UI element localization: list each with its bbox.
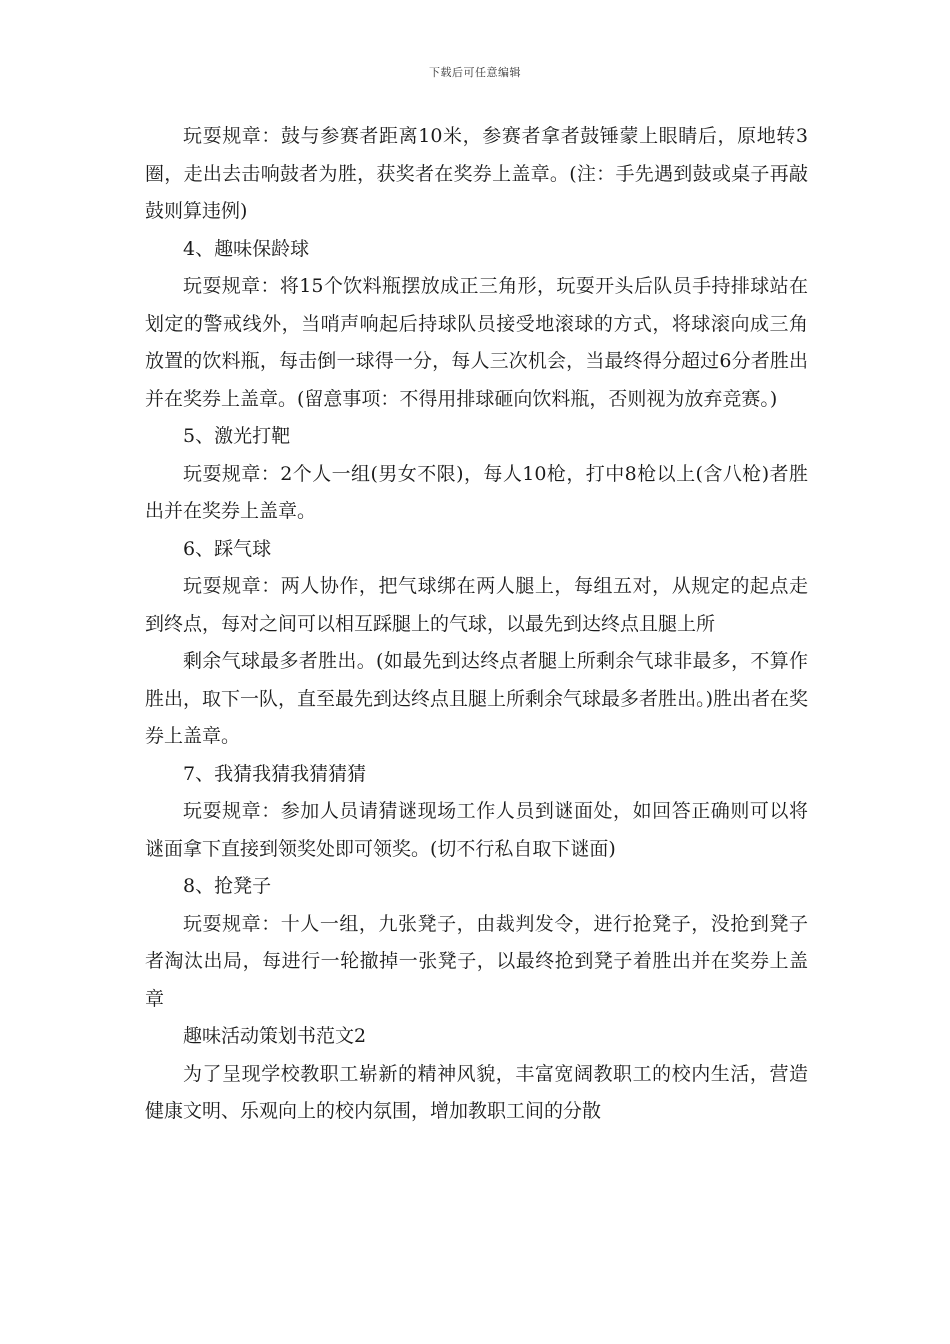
heading-riddles: 7、我猜我猜我猜猜猜	[183, 762, 367, 785]
paragraph-laser-rules: 玩耍规章：2个人一组(男女不限)，每人10枪，打中8枪以上(含八枪)者胜出并在奖券上盖章。	[145, 462, 808, 522]
heading-bowling: 4、趣味保龄球	[183, 237, 310, 260]
heading-sample-2: 趣味活动策划书范文2	[183, 1025, 367, 1047]
heading-musical-chairs: 8、抢凳子	[183, 875, 272, 897]
page-header: 下载后可任意编辑	[429, 66, 521, 79]
paragraph-balloon-rules-cont: 剩余气球最多者胜出。(如最先到达终点者腿上所剩余气球非最多，不算作胜出，取下一队，直至最先到达终点且腿上所剩余气球最多者胜出。)胜出者在奖券上盖章。	[145, 650, 808, 747]
paragraph-chairs-rules: 玩耍规章：十人一组，九张凳子，由裁判发令，进行抢凳子，没抢到凳子者淘汰出局，每进行一轮撤掉一张凳子，以最终抢到凳子着胜出并在奖券上盖章	[145, 912, 808, 1010]
heading-laser-shooting: 5、激光打靶	[183, 425, 291, 447]
paragraph-intro-2: 为了呈现学校教职工崭新的精神风貌，丰富宽阔教职工的校内生活，营造健康文明、乐观向上的校内氛围，增加教职工间的分散	[145, 1062, 808, 1122]
heading-balloon-stomp: 6、踩气球	[183, 537, 272, 560]
paragraph-balloon-rules: 玩耍规章：两人协作，把气球绑在两人腿上，每组五对，从规定的起点走到终点，每对之间可以相互踩腿上的气球，以最先到达终点且腿上所	[145, 575, 808, 635]
paragraph-bowling-rules: 玩耍规章：将15个饮料瓶摆放成正三角形，玩耍开头后队员手持排球站在划定的警戒线外，当哨声响起后持球队员接受地滚球的方式，将球滚向成三角放置的饮料瓶，每击倒一球得一分，每人三次机会，当最终得分超过6分者胜出并在奖券上盖章。(留意事项：不得用排球砸向饮料瓶，否则视为放弃竞赛。)	[145, 275, 808, 410]
document-body	[145, 118, 808, 1131]
paragraph-drum-rules: 玩耍规章：鼓与参赛者距离10米，参赛者拿者鼓锤蒙上眼睛后，原地转3圈，走出去击响鼓者为胜，获奖者在奖券上盖章。(注：手先遇到鼓或桌子再敲鼓则算违例)	[145, 125, 808, 222]
paragraph-riddle-rules: 玩耍规章：参加人员请猜谜现场工作人员到谜面处，如回答正确则可以将谜面拿下直接到领奖处即可领奖。(切不行私自取下谜面)	[145, 800, 808, 860]
